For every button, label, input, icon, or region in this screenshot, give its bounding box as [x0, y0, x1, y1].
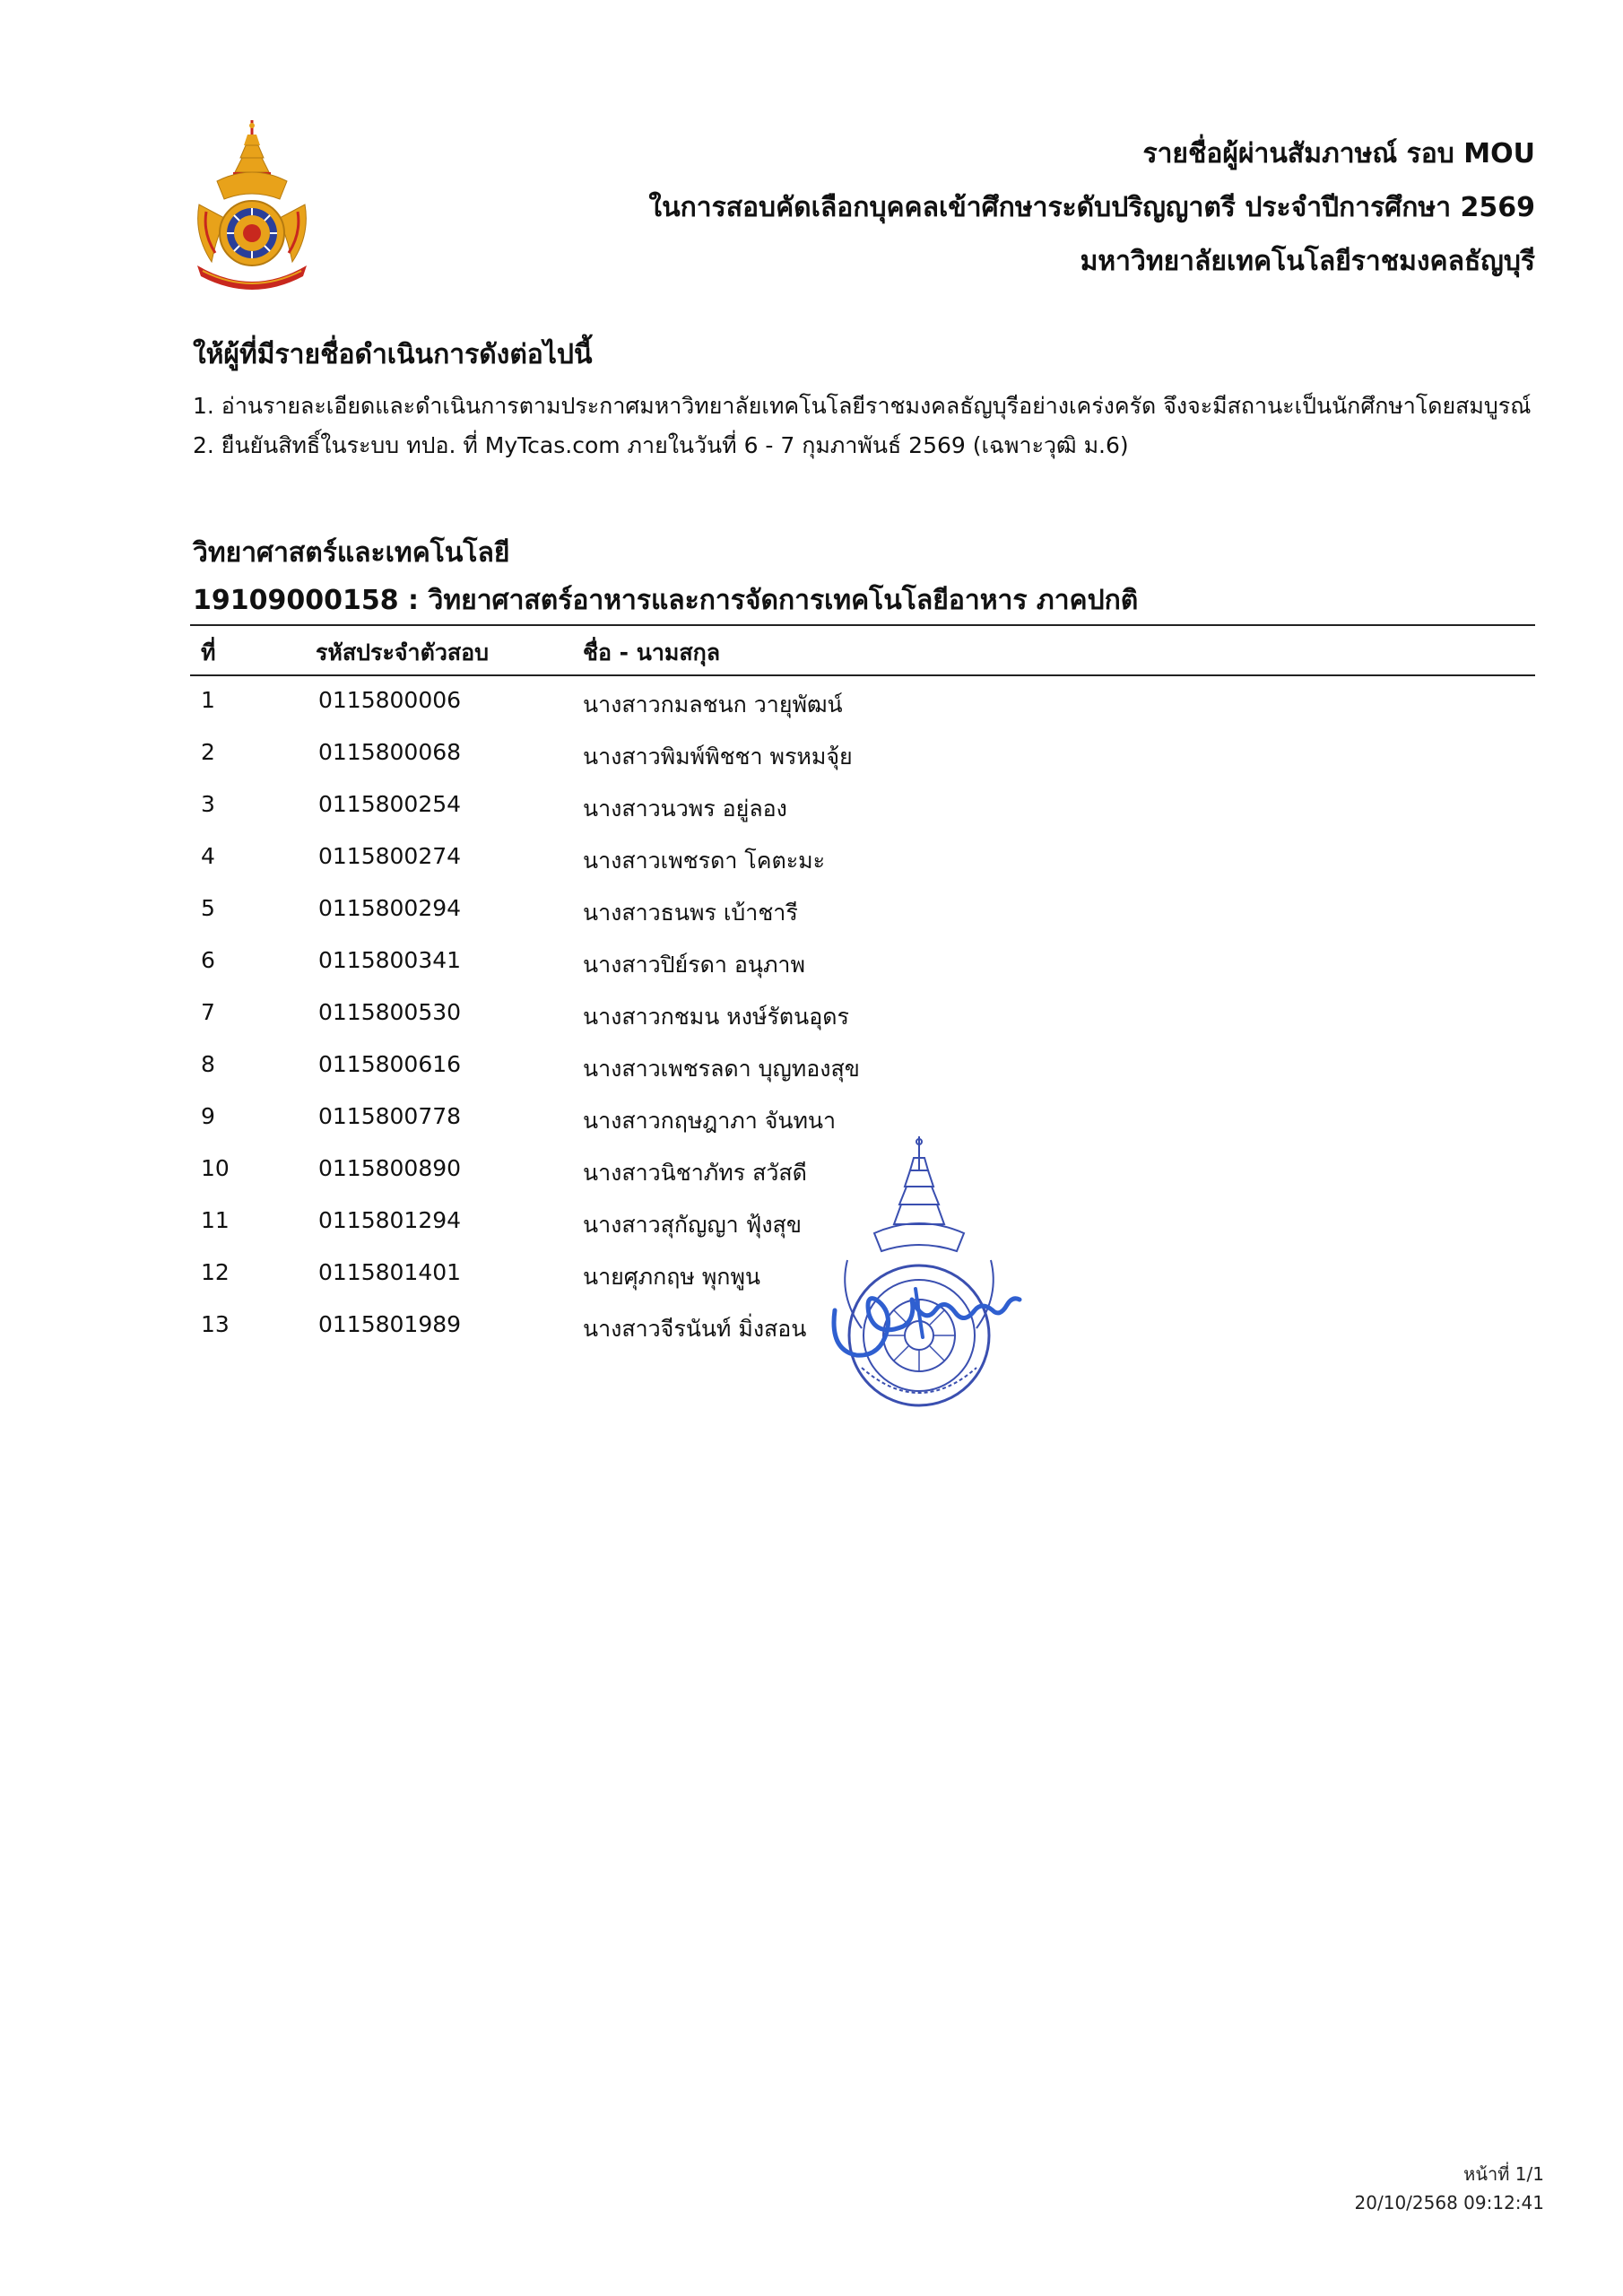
row-number: 4	[201, 843, 215, 869]
row-number: 6	[201, 947, 215, 973]
row-exam-code: 0115800274	[318, 843, 462, 869]
row-full-name: นางสาวนวพร อยู่ลอง	[583, 796, 787, 822]
row-exam-code: 0115800254	[318, 791, 462, 817]
table-row	[190, 936, 1535, 988]
header-university: มหาวิทยาลัยเทคโนโลยีราชมงคลธัญบุรี	[1080, 246, 1535, 277]
row-exam-code: 0115801294	[318, 1207, 462, 1233]
row-exam-code: 0115800294	[318, 895, 462, 921]
row-number: 11	[201, 1207, 230, 1233]
row-number: 2	[201, 739, 215, 765]
header-subtitle: ในการสอบคัดเลือกบุคคลเข้าศึกษาระดับปริญญาตรี ประจำปีการศึกษา 2569	[648, 192, 1535, 223]
table-row	[190, 988, 1535, 1040]
row-number: 7	[201, 999, 215, 1025]
row-number: 13	[201, 1311, 230, 1337]
university-seal-stamp-icon	[829, 1135, 1045, 1413]
row-number: 8	[201, 1051, 215, 1077]
row-full-name: นางสาวพิมพ์พิชชา พรหมจุ้ย	[583, 744, 853, 770]
row-full-name: นายศุภกฤษ พุกพูน	[583, 1264, 761, 1290]
row-exam-code: 0115800778	[318, 1103, 462, 1129]
program-heading: 19109000158 : วิทยาศาสตร์อาหารและการจัดการเทคโนโลยีอาหาร ภาคปกติ	[193, 585, 1139, 616]
row-exam-code: 0115800616	[318, 1051, 462, 1077]
table-row	[190, 780, 1535, 832]
header-name: ชื่อ - นามสกุล	[583, 639, 721, 665]
row-exam-code: 0115800068	[318, 739, 462, 765]
row-full-name: นางสาวปิย์รดา อนุภาพ	[583, 952, 805, 978]
print-timestamp: 20/10/2568 09:12:41	[1354, 2192, 1544, 2213]
row-number: 12	[201, 1259, 230, 1285]
header-title: รายชื่อผู้ผ่านสัมภาษณ์ รอบ MOU	[1142, 138, 1535, 170]
table-row	[190, 1040, 1535, 1092]
row-number: 3	[201, 791, 215, 817]
header-no: ที่	[201, 639, 216, 665]
page-footer	[1355, 2160, 1544, 2217]
row-full-name: นางสาวกมลชนก วายุพัฒน์	[583, 691, 843, 718]
table-header-row	[190, 626, 1535, 674]
table-row	[190, 728, 1535, 780]
row-exam-code: 0115801989	[318, 1311, 462, 1337]
row-exam-code: 0115800890	[318, 1155, 462, 1181]
row-full-name: นางสาวกชมน หงษ์รัตนอุดร	[583, 1004, 849, 1030]
row-full-name: นางสาวนิชาภัทร สวัสดี	[583, 1160, 807, 1186]
row-number: 9	[201, 1103, 215, 1129]
row-full-name: นางสาวเพชรดา โคตะมะ	[583, 848, 826, 874]
row-full-name: นางสาวธนพร เบ้าชารี	[583, 900, 798, 926]
row-exam-code: 0115800341	[318, 947, 462, 973]
row-exam-code: 0115801401	[318, 1259, 462, 1285]
row-full-name: นางสาวสุกัญญา ฟุ้งสุข	[583, 1212, 802, 1238]
row-exam-code: 0115800530	[318, 999, 462, 1025]
row-full-name: นางสาวกฤษฎาภา จันทนา	[583, 1108, 837, 1134]
instructions-title: ให้ผู้ที่มีรายชื่อดำเนินการดังต่อไปนี้	[193, 339, 593, 370]
page-number: หน้าที่ 1/1	[1463, 2163, 1544, 2185]
instruction-item-2: 2. ยืนยันสิทธิ์ในระบบ ทปอ. ที่ MyTcas.com ภายในวันที่ 6 - 7 กุมภาพันธ์ 2569 (เฉพาะวุฒิ ม.6)	[193, 432, 1129, 458]
faculty-heading: วิทยาศาสตร์และเทคโนโลยี	[193, 537, 510, 569]
row-full-name: นางสาวเพชรลดา บุญทองสุข	[583, 1056, 860, 1082]
instructions-section	[193, 334, 1538, 465]
table-row	[190, 884, 1535, 936]
instruction-item-1: 1. อ่านรายละเอียดและดำเนินการตามประกาศมหาวิทยาลัยเทคโนโลยีราชมงคลธัญบุรีอย่างเคร่งครัด จึงจะมีสถานะเป็นนักศึกษาโดยสมบูรณ์	[193, 393, 1532, 419]
row-number: 10	[201, 1155, 230, 1181]
header-code: รหัสประจำตัวสอบ	[316, 639, 489, 665]
university-emblem-icon	[190, 118, 314, 298]
row-full-name: นางสาวจีรนันท์ มิ่งสอน	[583, 1316, 807, 1342]
row-number: 5	[201, 895, 215, 921]
table-row	[190, 676, 1535, 728]
row-exam-code: 0115800006	[318, 687, 462, 713]
row-number: 1	[201, 687, 215, 713]
document-header	[459, 127, 1535, 289]
table-row	[190, 832, 1535, 884]
